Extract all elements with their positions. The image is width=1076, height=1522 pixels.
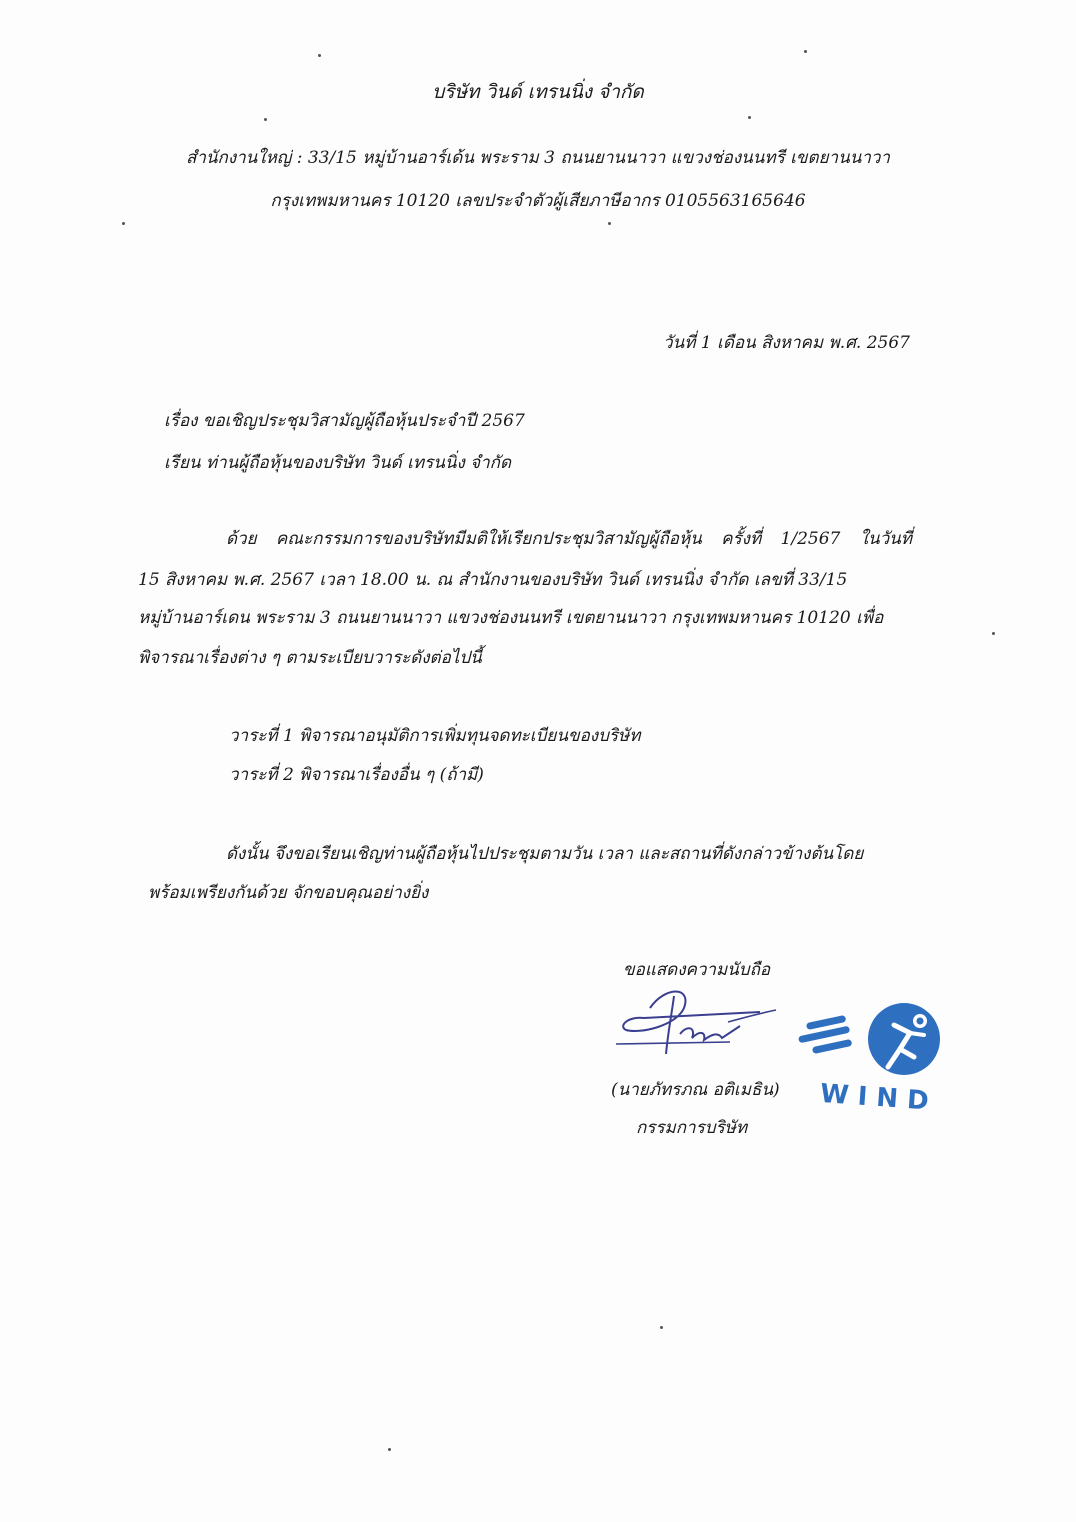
letter-subject: เรื่อง ขอเชิญประชุมวิสามัญผู้ถือหุ้นประจำปี 2567 <box>164 411 525 431</box>
body-paragraph1-line4: พิจารณาเรื่องต่าง ๆ ตามระเบียบวาระดังต่อไปนี้ <box>138 648 482 668</box>
body-paragraph1-line1: ด้วย คณะกรรมการของบริษัทมีมติให้เรียกประชุมวิสามัญผู้ถือหุ้น ครั้งที่ 1/2567 ในวันที่ <box>226 529 912 549</box>
scan-speck <box>992 632 995 635</box>
body-paragraph2-line1: ดังนั้น จึงขอเรียนเชิญท่านผู้ถือหุ้นไปประชุมตามวัน เวลา และสถานที่ดังกล่าวข้างต้นโดย <box>226 844 864 864</box>
body-paragraph2-line2: พร้อมเพรียงกันด้วย จักขอบคุณอย่างยิ่ง <box>148 883 429 903</box>
letter-date: วันที่ 1 เดือน สิงหาคม พ.ศ. 2567 <box>663 333 910 353</box>
handwritten-signature <box>610 982 780 1072</box>
company-address-line1: สำนักงานใหญ่ : 33/15 หมู่บ้านอาร์เด้น พระราม 3 ถนนยานนาวา แขวงช่องนนทรี เขตยานนาวา <box>186 148 890 168</box>
scan-speck <box>318 54 321 57</box>
agenda-item-2: วาระที่ 2 พิจารณาเรื่องอื่น ๆ (ถ้ามี) <box>229 765 484 785</box>
signer-name: (นายภัทรภณ อติเมธิน) <box>611 1080 780 1100</box>
scan-speck <box>264 118 267 121</box>
wind-logo-text: WIND <box>819 1078 939 1118</box>
body-paragraph1-line3: หมู่บ้านอาร์เดน พระราม 3 ถนนยานนาวา แขวงช่องนนทรี เขตยานนาวา กรุงเทพมหานคร 10120 เพื่อ <box>138 608 884 628</box>
scan-speck <box>608 222 611 225</box>
wind-logo <box>796 995 946 1135</box>
scan-speck <box>748 116 751 119</box>
company-name: บริษัท วินด์ เทรนนิ่ง จำกัด <box>432 81 644 103</box>
company-address-line2: กรุงเทพมหานคร 10120 เลขประจำตัวผู้เสียภาษีอากร 0105563165646 <box>270 191 806 211</box>
signer-title: กรรมการบริษัท <box>636 1118 748 1138</box>
agenda-item-1: วาระที่ 1 พิจารณาอนุมัติการเพิ่มทุนจดทะเบียนของบริษัท <box>229 726 641 746</box>
scan-speck <box>122 222 125 225</box>
scan-speck <box>804 50 807 53</box>
letter-recipient: เรียน ท่านผู้ถือหุ้นของบริษัท วินด์ เทรนนิ่ง จำกัด <box>164 453 512 473</box>
body-paragraph1-line2: 15 สิงหาคม พ.ศ. 2567 เวลา 18.00 น. ณ สำนักงานของบริษัท วินด์ เทรนนิ่ง จำกัด เลขที่ 33/15 <box>138 570 848 590</box>
scan-speck <box>388 1448 391 1451</box>
scan-speck <box>660 1326 663 1329</box>
closing-salutation: ขอแสดงความนับถือ <box>623 960 771 980</box>
wind-logo-icon <box>796 995 946 1095</box>
